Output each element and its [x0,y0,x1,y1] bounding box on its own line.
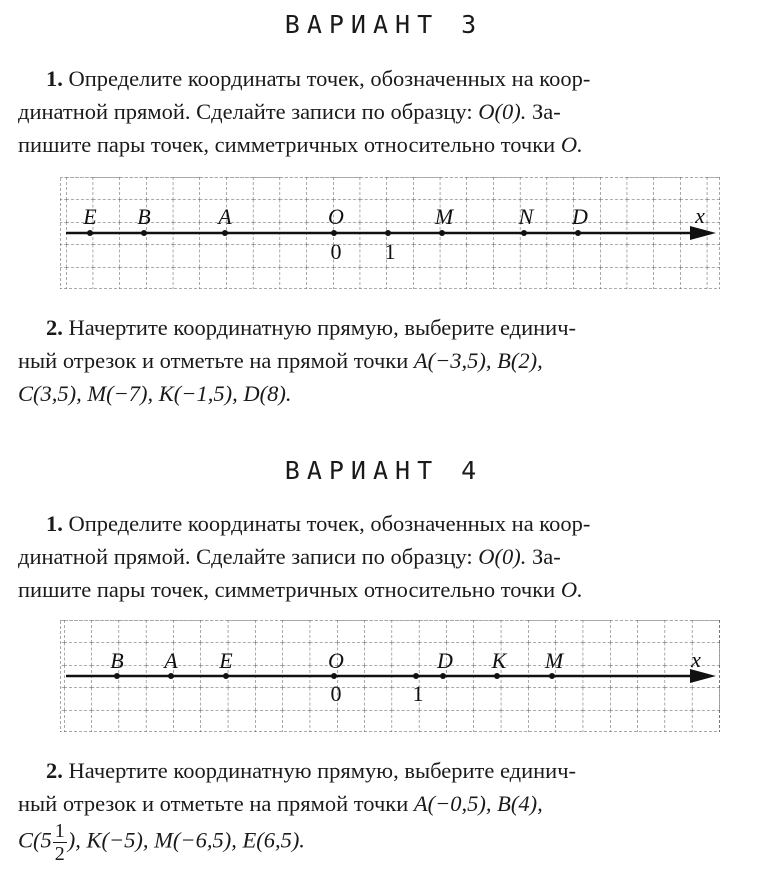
fraction-numerator: 1 [54,820,65,842]
point-1 [385,230,391,236]
task-number: 1. [46,66,63,91]
point-d [575,230,581,236]
task-text-line2-end: За- [531,544,561,569]
label-d: D [572,204,588,229]
task-text-line1: Начертите координатную прямую, выберите единич- [68,315,577,340]
point-n [521,230,527,236]
label-m: M [434,204,454,229]
point-1 [413,673,419,679]
sample-notation: O(0). [478,99,527,124]
label-o: O [328,648,344,673]
task-text-line3: пишите пары точек, симметричных относительно точки [18,132,556,157]
label-x: x [691,647,701,672]
variant-3-title: ВАРИАНТ 3 [284,10,484,39]
task-text-line2: ный отрезок и отметьте на прямой точки [18,791,409,816]
task-points-line3-pre: C(5 [18,827,52,853]
tick-1: 1 [384,239,396,264]
label-m: M [544,648,564,673]
label-a: A [218,204,232,229]
point-a [168,673,174,679]
task-points: A(−0,5), B(4), [413,791,543,816]
tick-0: 0 [330,239,342,264]
symmetry-point: O. [560,577,583,602]
variant-4-number-line [60,620,720,732]
label-e: E [219,648,233,673]
label-b: B [137,204,151,229]
label-x: x [695,203,705,228]
point-b [114,673,120,679]
variant-3-task-1 [18,62,758,161]
point-d [440,673,446,679]
task-number: 2. [46,315,63,340]
label-e: E [83,204,97,229]
point-o [331,673,337,679]
task-text-line1: Определите координаты точек, обозначенных на коор- [68,66,591,91]
tick-1: 1 [412,681,424,706]
sample-notation: O(0). [478,544,527,569]
point-a [222,230,228,236]
label-k: K [491,648,507,673]
point-b [141,230,147,236]
point-k [494,673,500,679]
task-number: 2. [46,758,63,783]
task-text-line2: динатной прямой. Сделайте записи по образцу: [18,544,473,569]
variant-3-task-2 [18,311,758,410]
task-text-line1: Начертите координатную прямую, выберите единич- [68,758,577,783]
point-o [331,230,337,236]
label-b: B [110,648,124,673]
symmetry-point: O. [560,132,583,157]
point-e [223,673,229,679]
point-e [87,230,93,236]
task-text-line3: пишите пары точек, симметричных относительно точки [18,577,556,602]
variant-4-title: ВАРИАНТ 4 [284,456,484,485]
task-text-line2: динатной прямой. Сделайте записи по образцу: [18,99,473,124]
variant-3-number-line [60,177,720,289]
task-text-line1: Определите координаты точек, обозначенных на коор- [68,511,591,536]
fraction-denominator: 2 [54,843,65,865]
variant-4-task-2 [18,754,758,865]
point-m [549,673,555,679]
task-number: 1. [46,511,63,536]
task-points: A(−3,5), B(2), [413,348,543,373]
task-points-line3-post: ), K(−5), M(−6,5), E(6,5). [67,827,305,853]
label-a: A [164,648,178,673]
point-m [439,230,445,236]
task-points-line3: C(3,5), M(−7), K(−1,5), D(8). [18,381,292,406]
tick-0: 0 [330,681,342,706]
label-n: N [518,204,534,229]
label-o: O [328,204,344,229]
label-d: D [437,648,453,673]
variant-4-task-1 [18,507,758,606]
task-text-line2-end: За- [531,99,561,124]
fraction [53,820,67,865]
task-text-line2: ный отрезок и отметьте на прямой точки [18,348,409,373]
